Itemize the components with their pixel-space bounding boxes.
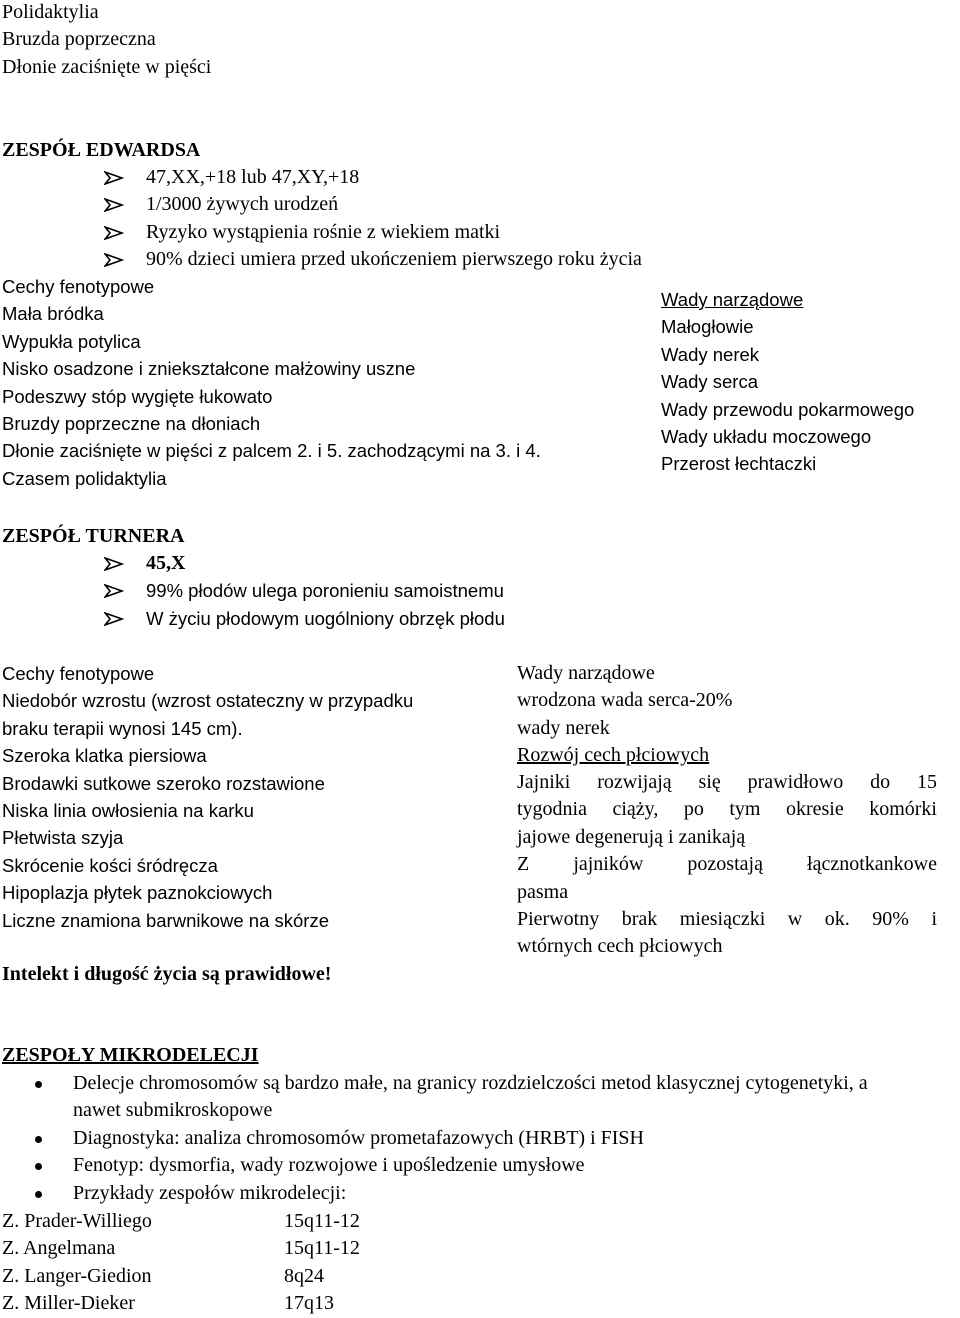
list-item: Małogłowie: [661, 316, 754, 338]
edwards-heading: ZESPÓŁ EDWARDSA: [2, 139, 201, 161]
text-line: tygodnia ciąży, po tym okresie komórki: [517, 798, 937, 821]
syndrome-name: Z. Miller-Dieker: [2, 1292, 135, 1315]
list-item: Wady układu moczowego: [661, 425, 872, 447]
list-item: Brodawki sutkowe szeroko rozstawione: [2, 772, 325, 794]
list-item: Czasem polidaktylia: [2, 467, 167, 489]
arrow-bullet-icon: [104, 612, 124, 626]
text-line: jajowe degenerują i zanikają: [517, 825, 746, 848]
section-subtitle: Wady narządowe: [517, 662, 655, 684]
section-subtitle: Wady narządowe: [661, 289, 804, 310]
syndrome-locus: 17q13: [284, 1292, 334, 1315]
syndrome-locus: 15q11-12: [284, 1210, 360, 1232]
list-item: Wady przewodu pokarmowego: [661, 398, 915, 420]
syndrome-name: Z. Angelmana: [2, 1237, 116, 1260]
list-item: Wady nerek: [661, 343, 760, 365]
table-row: [2, 1290, 502, 1317]
bullet-dot-icon: [35, 1136, 42, 1143]
section-subtitle: Cechy fenotypowe: [2, 276, 155, 297]
turner-sex-development: [517, 769, 937, 961]
edwards-organs: [661, 286, 914, 478]
list-item: Diagnostyka: analiza chromosomów prometafazowych (HRBT) i FISH: [73, 1125, 913, 1152]
bullet-dot-icon: [35, 1191, 42, 1198]
intro-line: Bruzda poprzeczna: [2, 28, 156, 51]
text-line: wtórnych cech płciowych: [517, 935, 723, 958]
list-item: Wypukła potylica: [2, 330, 141, 352]
microdeletion-examples: [2, 1208, 502, 1318]
text-line: Pierwotny brak miesiączki w ok. 90% i: [517, 907, 937, 930]
list-item: Liczne znamiona barwnikowe na skórze: [2, 909, 330, 931]
list-item: Hipoplazja płytek paznokciowych: [2, 882, 273, 904]
list-item: wady nerek: [517, 716, 610, 739]
turner-heading: ZESPÓŁ TURNERA: [2, 525, 185, 547]
syndrome-name: Z. Langer-Giedion: [2, 1264, 152, 1287]
table-row: [2, 1263, 502, 1290]
microdeletions-bullets: [73, 1070, 913, 1207]
list-item: Nisko osadzone i zniekształcone małżowiny uszne: [2, 358, 416, 380]
intro-line: Dłonie zaciśnięte w pięści: [2, 55, 212, 78]
arrow-bullet-icon: [104, 557, 124, 571]
list-item: Płetwista szyja: [2, 827, 124, 849]
table-row: [2, 1235, 502, 1262]
list-item: Dłonie zaciśnięte w pięści z palcem 2. i 5. zachodzącymi na 3. i 4.: [2, 440, 541, 462]
list-item: Niedobór wzrostu (wzrost ostateczny w przypadku: [2, 690, 414, 712]
syndrome-locus: 15q11-12: [284, 1237, 360, 1260]
syndrome-name: Z. Prader-Williego: [2, 1210, 152, 1232]
list-item: Mała bródka: [2, 303, 104, 325]
turner-organs: [517, 660, 937, 770]
arrow-bullet-icon: [104, 171, 124, 185]
section-subtitle: Rozwój cech płciowych: [517, 744, 710, 767]
list-item: Przerost łechtaczki: [661, 453, 817, 475]
syndrome-locus: 8q24: [284, 1264, 324, 1287]
microdeletions-heading: ZESPOŁY MIKRODELECJI: [2, 1044, 259, 1066]
list-item: Delecje chromosomów są bardzo małe, na granicy rozdzielczości metod klasycznej cytogenetyki, a nawet submikroskopowe: [73, 1070, 913, 1125]
list-item: Bruzdy poprzeczne na dłoniach: [2, 412, 261, 434]
turner-phenotype: [2, 660, 413, 934]
list-item: Wady serca: [661, 371, 758, 393]
arrow-bullet-icon: [104, 253, 124, 267]
list-item: Szeroka klatka piersiowa: [2, 745, 207, 767]
text-line: pasma: [517, 880, 569, 903]
list-item: Niska linia owłosienia na karku: [2, 799, 254, 821]
list-item: wrodzona wada serca-20%: [517, 689, 733, 712]
table-row: [2, 1208, 502, 1235]
text-line: Z jajników pozostają łącznotkankowe: [517, 853, 937, 876]
turner-summary: Intelekt i długość życia są prawidłowe!: [2, 963, 332, 985]
list-item: Skrócenie kości śródręcza: [2, 854, 218, 876]
text-line: Jajniki rozwijają się prawidłowo do 15: [517, 771, 937, 793]
arrow-bullet-icon: [104, 584, 124, 598]
list-item: braku terapii wynosi 145 cm).: [2, 717, 243, 739]
bullet-dot-icon: [35, 1081, 42, 1088]
section-subtitle: Cechy fenotypowe: [2, 663, 155, 684]
bullet-dot-icon: [35, 1163, 42, 1170]
intro-line: Polidaktylia: [2, 1, 99, 23]
arrow-bullet-icon: [104, 226, 124, 240]
list-item: Fenotyp: dysmorfia, wady rozwojowe i upośledzenie umysłowe: [73, 1152, 913, 1179]
edwards-phenotype: [2, 273, 541, 492]
arrow-bullet-icon: [104, 198, 124, 212]
intro-list: [2, 0, 211, 81]
list-item: Przykłady zespołów mikrodelecji:: [73, 1180, 913, 1207]
list-item: Podeszwy stóp wygięte łukowato: [2, 385, 273, 407]
